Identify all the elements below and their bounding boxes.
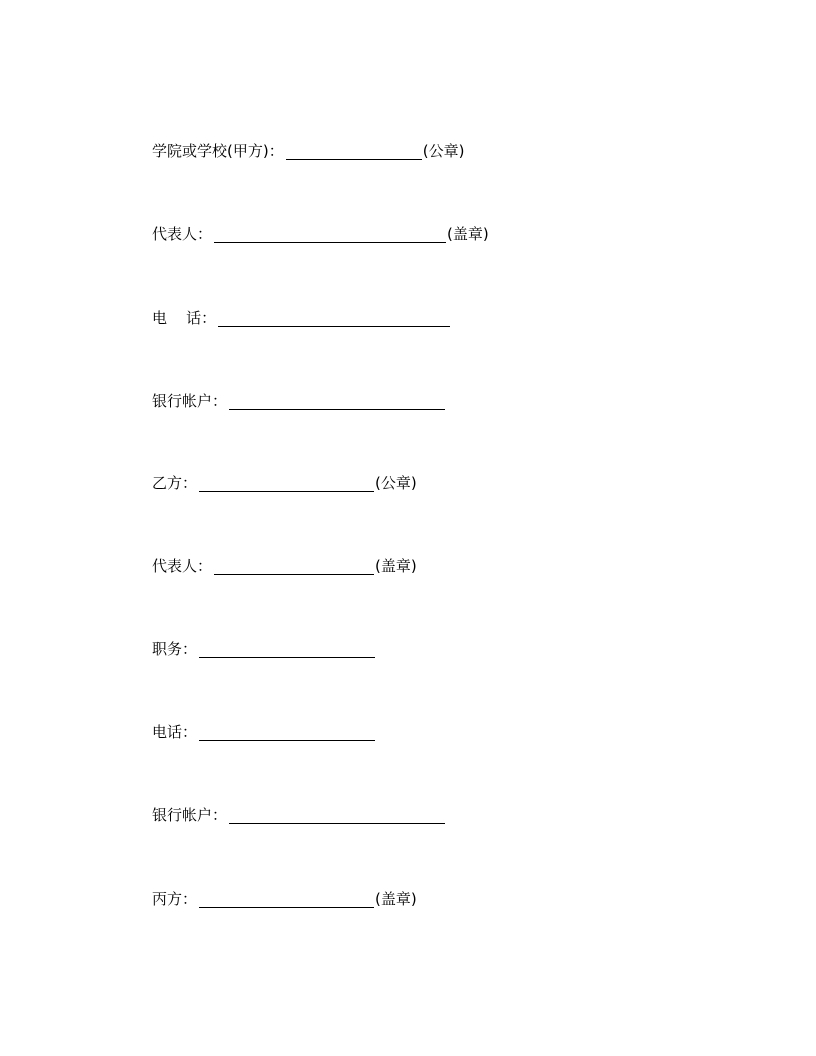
field-party-b-phone — [152, 717, 376, 741]
fill-in-line[interactable] — [218, 310, 450, 327]
field-party-a-bank-account — [152, 386, 446, 410]
field-label: 学院或学校(甲方)： — [152, 142, 284, 160]
fill-in-line[interactable] — [199, 891, 374, 908]
field-party-b-position — [152, 634, 376, 658]
field-label: 丙方： — [152, 890, 198, 908]
field-party-b-bank-account — [152, 800, 446, 824]
seal-note: (公章) — [375, 474, 417, 492]
field-label: 电话： — [152, 723, 198, 741]
field-label: 电 话： — [152, 309, 217, 327]
fill-in-line[interactable] — [229, 393, 445, 410]
field-label: 代表人： — [152, 225, 213, 243]
fill-in-line[interactable] — [286, 143, 422, 160]
fill-in-line[interactable] — [214, 226, 446, 243]
seal-note: (公章) — [422, 142, 465, 160]
fill-in-line[interactable] — [229, 807, 445, 824]
field-party-a-phone — [152, 303, 451, 327]
field-label: 银行帐户： — [152, 806, 228, 824]
fill-in-line[interactable] — [199, 724, 375, 741]
field-party-c — [152, 884, 417, 908]
field-label: 乙方： — [152, 474, 198, 492]
field-label: 职务： — [152, 640, 198, 658]
field-label: 代表人： — [152, 557, 213, 575]
field-party-b-representative — [152, 551, 417, 575]
field-label: 银行帐户： — [152, 392, 228, 410]
fill-in-line[interactable] — [199, 641, 375, 658]
field-party-b — [152, 468, 417, 492]
fill-in-line[interactable] — [214, 558, 374, 575]
seal-note: (盖章) — [375, 890, 417, 908]
field-party-a-representative — [152, 219, 489, 243]
seal-note: (盖章) — [447, 225, 489, 243]
seal-note: (盖章) — [375, 557, 417, 575]
fill-in-line[interactable] — [199, 475, 374, 492]
field-party-a — [152, 136, 464, 160]
